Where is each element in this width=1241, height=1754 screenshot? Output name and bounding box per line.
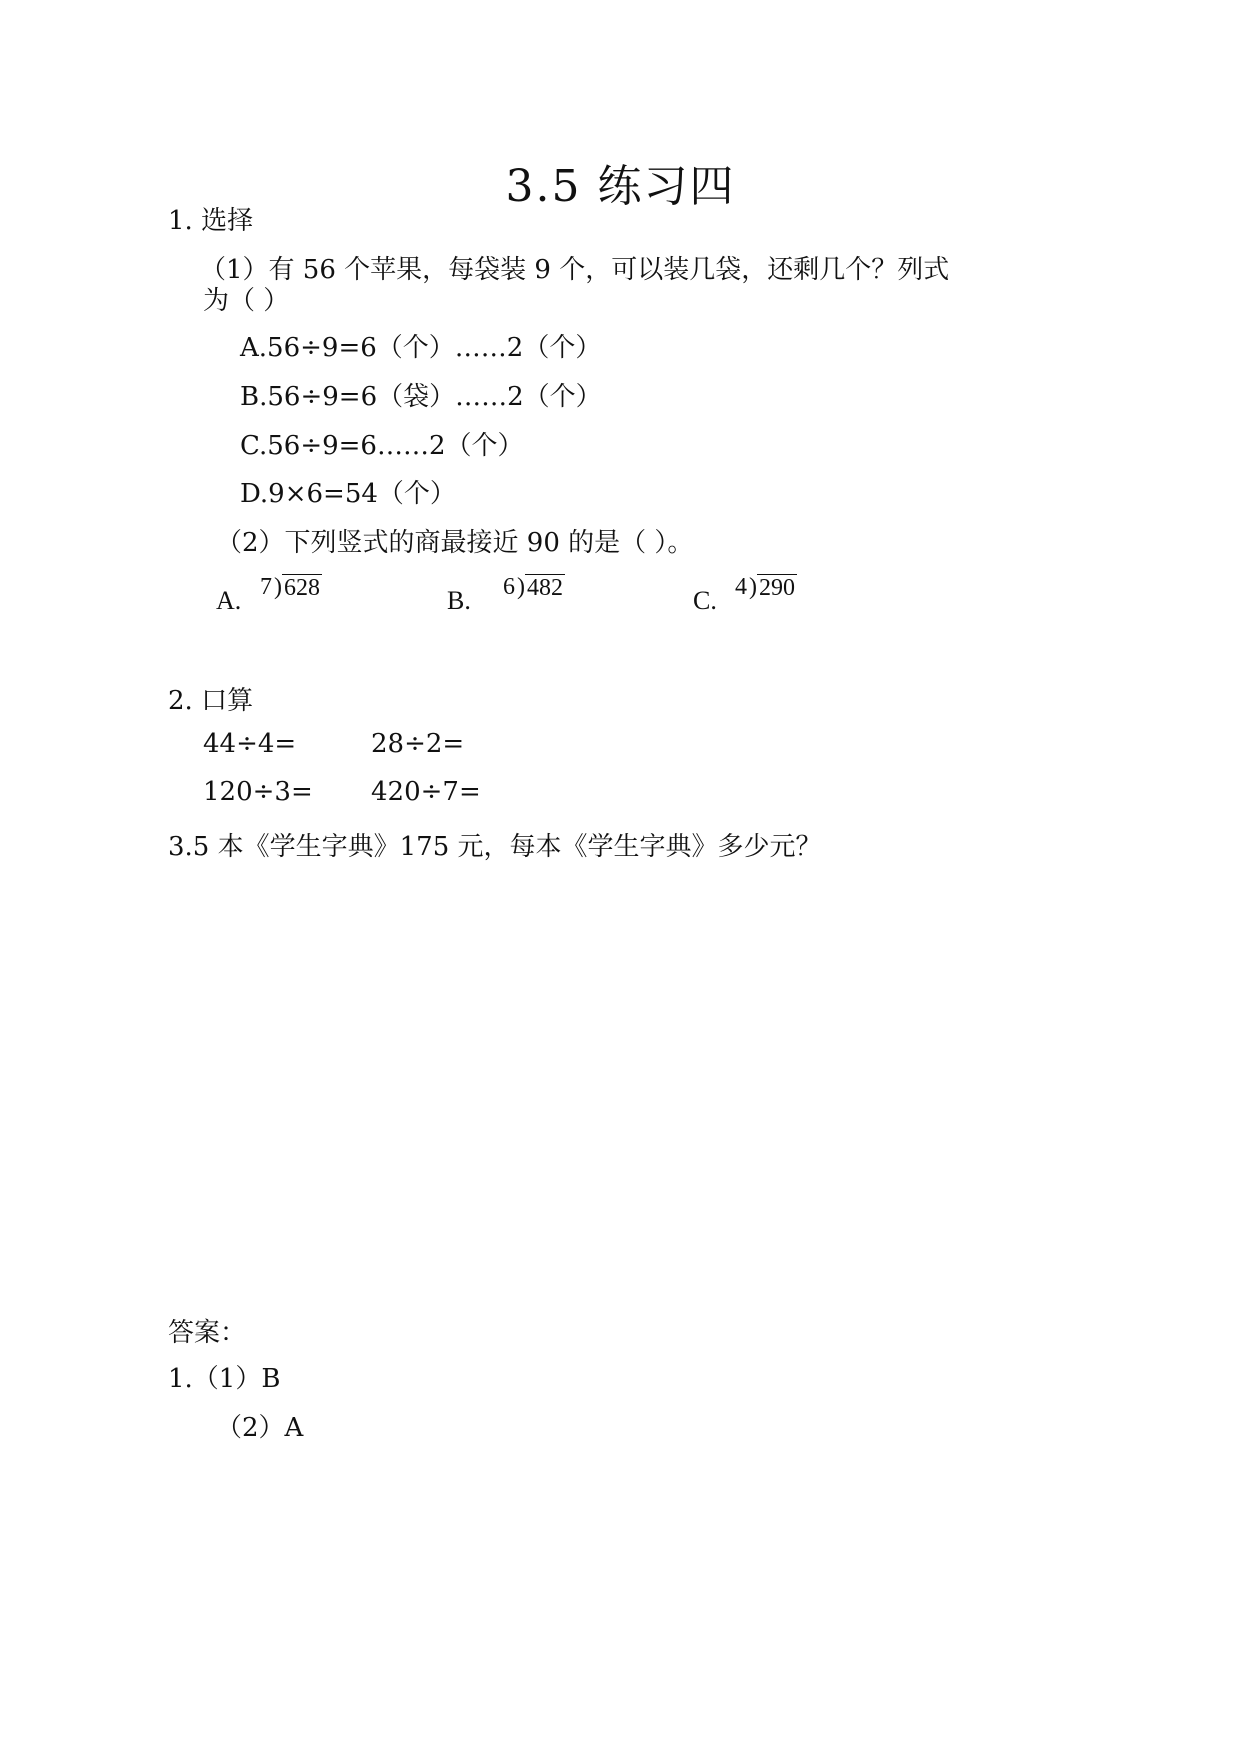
answers-heading: 答案： <box>168 1318 247 1348</box>
mental-math-item: 120÷3= <box>203 777 313 807</box>
mental-math-item: 44÷4= <box>203 729 297 759</box>
question-1-option-b: B.56÷9=6（袋）……2（个） <box>240 382 602 412</box>
question-2-text: （2）下列竖式的商最接近 90 的是（ ）。 <box>216 528 694 558</box>
question-2-option-c-label: C. <box>693 586 717 615</box>
answer-1-1: 1.（1）B <box>168 1364 281 1394</box>
mental-math-item: 420÷7= <box>371 777 481 807</box>
question-2-option-a-label: A. <box>216 586 242 615</box>
division-bracket: ) <box>749 574 757 600</box>
question-1-option-d: D.9×6=54（个） <box>240 479 456 509</box>
section-3-question: 3.5 本《学生字典》175 元，每本《学生字典》多少元？ <box>168 832 822 862</box>
answer-1-2: （2）A <box>216 1413 304 1443</box>
question-2-option-b-label: B. <box>447 586 471 615</box>
section-2-heading: 2. 口算 <box>168 686 254 716</box>
page-title: 3.5 练习四 <box>505 161 736 212</box>
divisor: 6 <box>503 574 515 600</box>
question-1-option-c: C.56÷9=6……2（个） <box>240 431 524 461</box>
mental-math-item: 28÷2= <box>371 729 465 759</box>
dividend: 482 <box>527 575 563 601</box>
question-1-line-2: 为（ ） <box>203 286 290 316</box>
section-1-heading: 1. 选择 <box>168 206 254 236</box>
dividend: 628 <box>284 575 320 601</box>
divisor: 7 <box>260 574 272 600</box>
division-bracket: ) <box>517 574 525 600</box>
question-1-option-a: A.56÷9=6（个）……2（个） <box>240 333 602 363</box>
dividend: 290 <box>759 575 795 601</box>
divisor: 4 <box>735 574 747 600</box>
division-bracket: ) <box>274 574 282 600</box>
question-1-line-1: （1）有 56 个苹果，每袋装 9 个，可以装几袋，还剩几个？列式 <box>200 255 950 285</box>
